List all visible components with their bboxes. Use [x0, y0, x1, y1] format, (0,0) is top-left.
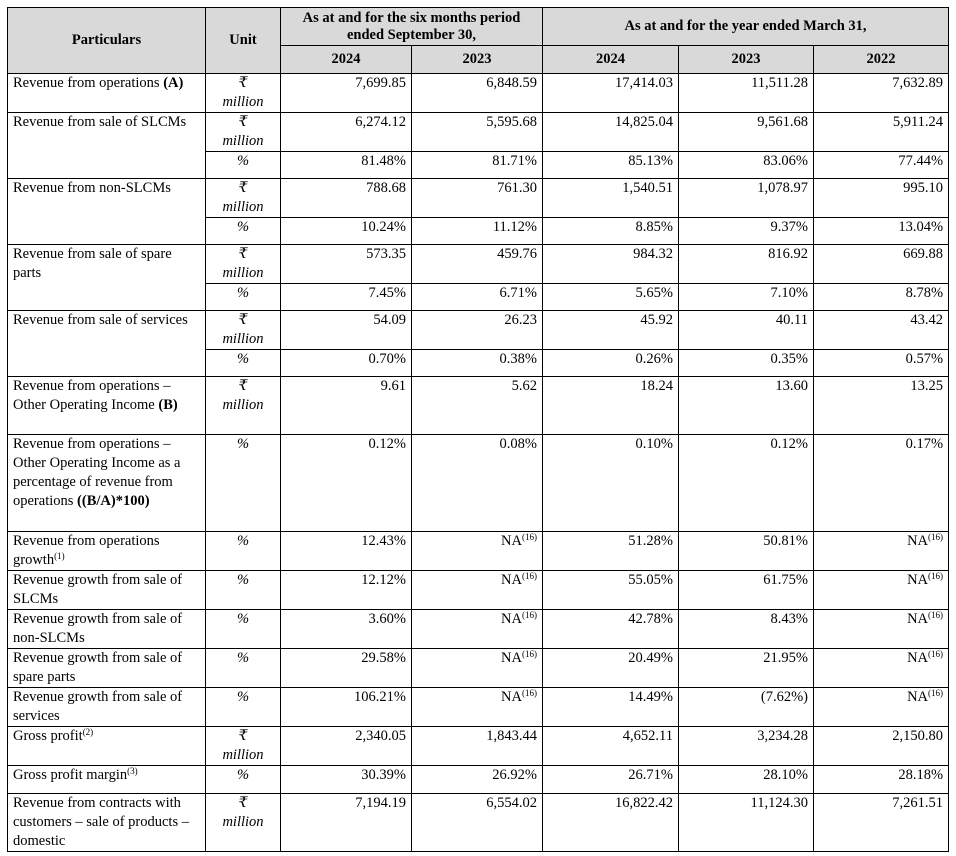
value-cell: 43.42	[814, 311, 949, 350]
value-cell: 984.32	[543, 245, 679, 284]
value-cell: 13.04%	[814, 218, 949, 245]
value-cell: 3.60%	[281, 610, 412, 649]
value-cell: 0.26%	[543, 350, 679, 377]
value-cell: 26.92%	[412, 766, 543, 794]
value-cell: 13.60	[679, 377, 814, 435]
table-row	[8, 649, 949, 688]
table-row	[8, 766, 949, 794]
unit-cell: ₹ million	[206, 727, 281, 766]
value-cell: NA$^{(16)}$	[412, 610, 543, 649]
value-cell: 5.65%	[543, 284, 679, 311]
table-row	[8, 794, 949, 852]
value-cell: 13.25	[814, 377, 949, 435]
table-row	[8, 113, 949, 152]
value-cell: NA$^{(16)}$	[412, 571, 543, 610]
value-cell: 816.92	[679, 245, 814, 284]
unit-cell: %	[206, 688, 281, 727]
value-cell: 16,822.42	[543, 794, 679, 852]
value-cell: NA$^{(16)}$	[814, 532, 949, 571]
value-cell: 28.18%	[814, 766, 949, 794]
value-cell: 1,843.44	[412, 727, 543, 766]
footnote-ref: (2)	[82, 727, 94, 737]
value-cell: 5,911.24	[814, 113, 949, 152]
table-row	[8, 688, 949, 727]
footnote-ref: (1)	[54, 551, 65, 561]
value-cell: 83.06%	[679, 152, 814, 179]
unit-cell: %	[206, 610, 281, 649]
value-cell: 40.11	[679, 311, 814, 350]
unit-cell: %	[206, 649, 281, 688]
unit-header: Unit	[206, 8, 281, 74]
row-label: Revenue from operations – Other Operating Income as a percentage of revenue from operations ((B/A)*100)	[8, 435, 206, 532]
value-cell: 42.78%	[543, 610, 679, 649]
value-cell: 81.71%	[412, 152, 543, 179]
value-cell: 12.12%	[281, 571, 412, 610]
value-cell: 573.35	[281, 245, 412, 284]
value-cell: (7.62%)	[679, 688, 814, 727]
unit-cell: %	[206, 284, 281, 311]
unit-cell: %	[206, 435, 281, 532]
table-row	[8, 311, 949, 350]
row-label: Revenue from operations growth$^{(1)}$	[8, 532, 206, 571]
value-cell: 30.39%	[281, 766, 412, 794]
row-label: Revenue growth from sale of non-SLCMs	[8, 610, 206, 649]
table-row	[8, 74, 949, 113]
value-cell: 8.43%	[679, 610, 814, 649]
value-cell: 20.49%	[543, 649, 679, 688]
value-cell: 26.71%	[543, 766, 679, 794]
table-row	[8, 245, 949, 284]
value-cell: 0.08%	[412, 435, 543, 532]
unit-cell: ₹ million	[206, 113, 281, 152]
row-label: Revenue from sale of SLCMs	[8, 113, 206, 179]
particulars-header: Particulars	[8, 8, 206, 74]
value-cell: NA$^{(16)}$	[814, 571, 949, 610]
row-label: Revenue growth from sale of SLCMs	[8, 571, 206, 610]
value-cell: 0.12%	[679, 435, 814, 532]
value-cell: 459.76	[412, 245, 543, 284]
unit-cell: ₹ million	[206, 74, 281, 113]
year-ended-header: As at and for the year ended March 31,	[543, 8, 949, 46]
value-cell: 4,652.11	[543, 727, 679, 766]
value-cell: 0.35%	[679, 350, 814, 377]
row-label: Revenue from contracts with customers – sale of products – domestic	[8, 794, 206, 852]
value-cell: 1,540.51	[543, 179, 679, 218]
value-cell: 28.10%	[679, 766, 814, 794]
value-cell: NA$^{(16)}$	[412, 688, 543, 727]
value-cell: 7,632.89	[814, 74, 949, 113]
table-row	[8, 727, 949, 766]
value-cell: 11,511.28	[679, 74, 814, 113]
value-cell: 1,078.97	[679, 179, 814, 218]
row-label: Gross profit$^{(2)}$	[8, 727, 206, 766]
value-cell: 669.88	[814, 245, 949, 284]
unit-cell: %	[206, 532, 281, 571]
value-cell: 5.62	[412, 377, 543, 435]
unit-cell: ₹ million	[206, 377, 281, 435]
value-cell: 14.49%	[543, 688, 679, 727]
value-cell: 61.75%	[679, 571, 814, 610]
value-cell: 0.17%	[814, 435, 949, 532]
value-cell: NA$^{(16)}$	[412, 649, 543, 688]
value-cell: 7,699.85	[281, 74, 412, 113]
value-cell: NA$^{(16)}$	[814, 649, 949, 688]
unit-cell: %	[206, 350, 281, 377]
value-cell: 6,554.02	[412, 794, 543, 852]
table-row	[8, 610, 949, 649]
value-cell: 7.45%	[281, 284, 412, 311]
value-cell: NA$^{(16)}$	[412, 532, 543, 571]
value-cell: 9.37%	[679, 218, 814, 245]
row-label: Revenue from operations – Other Operating Income (B)	[8, 377, 206, 435]
unit-cell: ₹ million	[206, 245, 281, 284]
value-cell: 9,561.68	[679, 113, 814, 152]
table-row	[8, 532, 949, 571]
footnote-ref: (3)	[127, 766, 138, 776]
value-cell: 0.70%	[281, 350, 412, 377]
value-cell: 10.24%	[281, 218, 412, 245]
value-cell: 85.13%	[543, 152, 679, 179]
table-body	[8, 74, 949, 852]
value-cell: NA$^{(16)}$	[814, 688, 949, 727]
table-row	[8, 435, 949, 532]
row-label: Revenue from non-SLCMs	[8, 179, 206, 245]
unit-cell: ₹ million	[206, 794, 281, 852]
value-cell: 7,194.19	[281, 794, 412, 852]
table-row	[8, 179, 949, 218]
value-cell: 50.81%	[679, 532, 814, 571]
value-cell: 8.78%	[814, 284, 949, 311]
value-cell: 7,261.51	[814, 794, 949, 852]
value-cell: 55.05%	[543, 571, 679, 610]
value-cell: 5,595.68	[412, 113, 543, 152]
value-cell: 8.85%	[543, 218, 679, 245]
value-cell: 18.24	[543, 377, 679, 435]
value-cell: 0.10%	[543, 435, 679, 532]
value-cell: 45.92	[543, 311, 679, 350]
value-cell: 29.58%	[281, 649, 412, 688]
year-header-fy-2022: 2022	[814, 46, 949, 74]
value-cell: 3,234.28	[679, 727, 814, 766]
value-cell: 81.48%	[281, 152, 412, 179]
value-cell: 21.95%	[679, 649, 814, 688]
value-cell: 17,414.03	[543, 74, 679, 113]
value-cell: 6.71%	[412, 284, 543, 311]
value-cell: 6,274.12	[281, 113, 412, 152]
value-cell: 0.12%	[281, 435, 412, 532]
year-header-sep-2023: 2023	[412, 46, 543, 74]
row-label: Revenue from operations (A)	[8, 74, 206, 113]
value-cell: 6,848.59	[412, 74, 543, 113]
value-cell: 12.43%	[281, 532, 412, 571]
header-row-top	[8, 8, 949, 46]
unit-cell: %	[206, 571, 281, 610]
unit-cell: ₹ million	[206, 179, 281, 218]
value-cell: 11,124.30	[679, 794, 814, 852]
row-label: Gross profit margin$^{(3)}$	[8, 766, 206, 794]
table-row	[8, 377, 949, 435]
table-row	[8, 571, 949, 610]
value-cell: 0.57%	[814, 350, 949, 377]
value-cell: 2,150.80	[814, 727, 949, 766]
value-cell: NA$^{(16)}$	[814, 610, 949, 649]
year-header-sep-2024: 2024	[281, 46, 412, 74]
unit-cell: %	[206, 218, 281, 245]
unit-cell: %	[206, 152, 281, 179]
row-label: Revenue from sale of services	[8, 311, 206, 377]
year-header-fy-2024: 2024	[543, 46, 679, 74]
row-label: Revenue growth from sale of services	[8, 688, 206, 727]
unit-cell: ₹ million	[206, 311, 281, 350]
value-cell: 7.10%	[679, 284, 814, 311]
row-label: Revenue growth from sale of spare parts	[8, 649, 206, 688]
value-cell: 761.30	[412, 179, 543, 218]
row-label: Revenue from sale of spare parts	[8, 245, 206, 311]
value-cell: 788.68	[281, 179, 412, 218]
value-cell: 26.23	[412, 311, 543, 350]
value-cell: 995.10	[814, 179, 949, 218]
unit-cell: %	[206, 766, 281, 794]
value-cell: 106.21%	[281, 688, 412, 727]
value-cell: 51.28%	[543, 532, 679, 571]
value-cell: 77.44%	[814, 152, 949, 179]
value-cell: 2,340.05	[281, 727, 412, 766]
value-cell: 0.38%	[412, 350, 543, 377]
year-header-fy-2023: 2023	[679, 46, 814, 74]
financial-metrics-table	[7, 7, 949, 852]
value-cell: 11.12%	[412, 218, 543, 245]
value-cell: 9.61	[281, 377, 412, 435]
value-cell: 14,825.04	[543, 113, 679, 152]
six-months-header: As at and for the six months period ended September 30,	[281, 8, 543, 46]
value-cell: 54.09	[281, 311, 412, 350]
